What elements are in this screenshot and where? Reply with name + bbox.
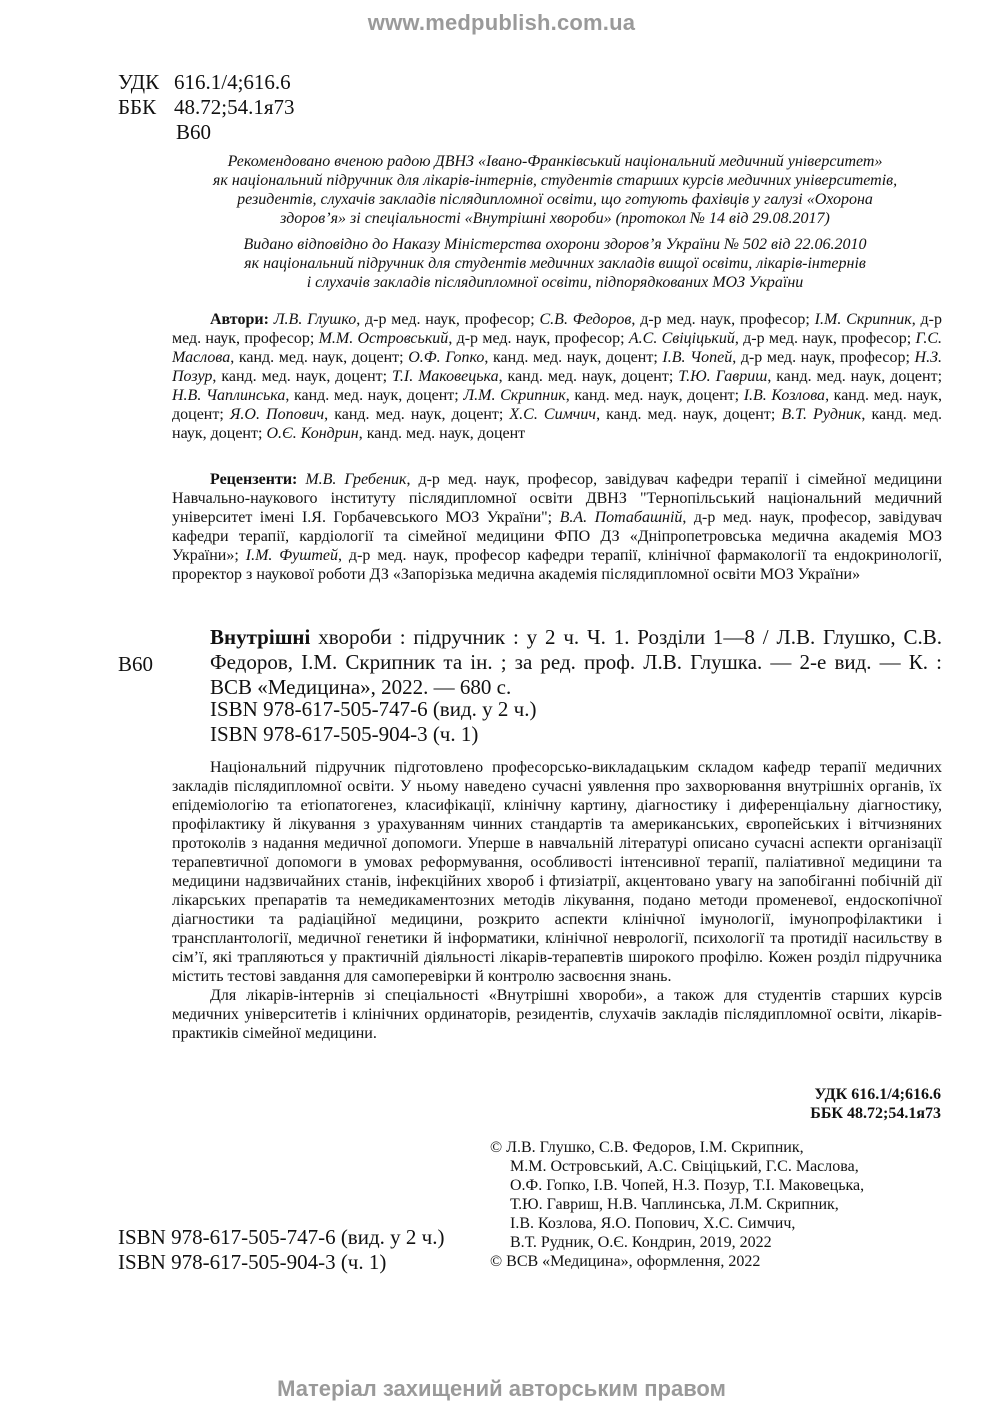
reviewers-block	[172, 470, 942, 584]
recommendation-line: Рекомендовано вченою радою ДВНЗ «Івано-Франківський національний медичний університет»	[227, 153, 883, 170]
recommendation-line: як національний підручник для лікарів-інтернів, студентів старших курсів медичних університетів,	[212, 172, 898, 189]
bbk-label: ББК	[118, 95, 157, 119]
approval-line: як національний підручник для студентів медичних закладів вищої освіти, лікарів-інтернів	[244, 255, 866, 272]
authors-block	[172, 310, 942, 443]
isbn-bottom-2: ISBN 978-617-505-904-3 (ч. 1)	[118, 1250, 387, 1274]
author-title: , канд. мед. наук, доцент;	[285, 387, 464, 404]
catalog-title-bold: Внутрішні	[210, 625, 311, 649]
author-name: Л.М. Скрипник	[463, 387, 566, 404]
classification-block	[118, 70, 295, 145]
recommendation-line: здоров’я» зі спеціальності «Внутрішні хвороби» (протокол № 14 від 29.08.2017)	[280, 210, 830, 227]
copyright-block	[490, 1138, 945, 1271]
author-title: , канд. мед. наук, доцент;	[767, 368, 943, 385]
reviewers-label: Рецензенти:	[210, 471, 298, 488]
author-name: С.В. Федоров	[539, 311, 632, 328]
reviewer-name: В.А. Потабашній	[559, 509, 683, 526]
copyright-line: О.Ф. Гопко, І.В. Чопей, Н.З. Позур, Т.І. Маковецька,	[510, 1177, 865, 1194]
author-name: Я.О. Попович	[229, 406, 325, 423]
author-title: , канд. мед. наук, доцент;	[596, 406, 782, 423]
authors-label: Автори:	[210, 311, 269, 328]
author-name: А.С. Свіціцький	[628, 330, 735, 347]
author-title: , д-р мед. наук, професор;	[356, 311, 540, 328]
catalog-isbn	[210, 697, 536, 747]
copyright-line: М.М. Островський, А.С. Свіціцький, Г.С. Маслова,	[510, 1158, 859, 1175]
approval-line: і слухачів закладів післядипломної освіти, підпорядкованих МОЗ України	[306, 274, 804, 291]
audience-paragraph: Для лікарів-інтернів зі спеціальності «Внутрішні хвороби», а також для студентів старших курсів медичних університетів і клінічних ординаторів, резидентів, слухачів закладів післядипломної освіти, лікарів-практиків сімейної медицини.	[172, 987, 942, 1042]
author-title: , канд. мед. наук, доцент;	[565, 387, 744, 404]
author-name: В.Т. Рудник	[781, 406, 862, 423]
bbk-value: 48.72;54.1я73	[174, 95, 295, 119]
reviewer-name: І.М. Фуштей	[245, 547, 339, 564]
author-name: І.В. Козлова	[743, 387, 826, 404]
recommendation-line: резидентів, слухачів закладів післядипломної освіти, що готують фахівців у галузі «Охорона	[237, 191, 873, 208]
author-title: , д-р мед. наук, професор;	[172, 311, 942, 347]
author-title: , канд. мед. наук, доцент;	[324, 406, 510, 423]
author-title: , канд. мед. наук, доцент;	[212, 368, 393, 385]
copyright-line: © Л.В. Глушко, С.В. Федоров, І.М. Скрипник,	[490, 1139, 804, 1156]
copyright-publisher: © ВСВ «Медицина», оформлення, 2022	[490, 1253, 761, 1270]
author-title: , д-р мед. наук, професор;	[631, 311, 815, 328]
reviewer-description: , д-р мед. наук, професор кафедри терапії, клінічної фармакології та ендокринології, проректор з наукової роботи ДЗ «Запорізька медична академія післядипломної освіти МОЗ України»	[172, 547, 943, 583]
catalog-isbn-1: ISBN 978-617-505-747-6 (вид. у 2 ч.)	[210, 697, 537, 721]
udk-bbk-right	[810, 1085, 941, 1123]
watermark-url: www.medpublish.com.ua	[367, 10, 636, 35]
author-name: Н.В. Чаплинська	[172, 387, 286, 404]
author-name: Г.С. Маслова	[172, 330, 943, 366]
author-title: , канд. мед. наук, доцент;	[172, 387, 943, 423]
author-title: , канд. мед. наук, доцент	[358, 425, 526, 442]
reviewer-description: , д-р мед. наук, професор, завідувач кафедри терапії і сімейної медицини Навчально-наукового інституту післядипломної освіти ДВНЗ "Тернопільський національний медичний університет імені І.Я. Горбачевського МОЗ України";	[172, 471, 942, 526]
catalog-title-rest: хвороби : підручник : у 2 ч. Ч. 1. Розділи 1—8 / Л.В. Глушко, С.В. Федоров, І.М. Скрипник та ін. ; за ред. проф. Л.В. Глушка. — 2-е вид. — К. : ВСВ «Медицина», 2022. — 680 с.	[210, 625, 942, 699]
abstract-paragraph: Національний підручник підготовлено професорсько-викладацьким складом кафедр терапії медичних закладів післядипломної освіти. У ньому наведено сучасні уявлення про захворювання внутрішніх органів, їх епідеміологію та етіопатогенез, класифікації, клінічну картину, діагностику і диференціальну діагностику, профілактику й лікування з урахуванням чинних стандартів та американських, європейських і вітчизняних протоколів з надання медичної допомоги. Уперше в навчальній літературі описано сучасні аспекти організації терапевтичної допомоги в умовах реформування, особливості інтенсивної терапії, паліативної медицини та медицини надзвичайних станів, інфекційних хвороб і фтизіатрії, акцентовано увагу на запобіганні побічній дії лікарських препаратів та немедикаментозних методів лікування, подано методи променевої, ендоскопічної діагностики та радіаційної медицини, розкрито аспекти клінічної імунології, імунопрофілактики і трансплантології, медичної генетики й інформатики, клінічної неврології, психології та протидії насильству в сім’ї, які трапляються у практичній діяльності лікарів-терапевтів широкого профілю. Кожен розділ підручника містить тестові завдання для самоперевірки й контролю засвоєння знань.	[172, 759, 942, 985]
abstract-block	[172, 758, 942, 1043]
udk-value: 616.1/4;616.6	[174, 70, 291, 94]
author-name: О.Є. Кондрин	[266, 425, 359, 442]
author-name: О.Ф. Гопко	[408, 349, 485, 366]
copyright-line: В.Т. Рудник, О.Є. Кондрин, 2019, 2022	[510, 1234, 772, 1251]
author-title: , д-р мед. наук, професор;	[732, 349, 915, 366]
bbk-line	[118, 95, 295, 120]
bbk-right: ББК 48.72;54.1я73	[810, 1105, 941, 1122]
author-name: Н.З. Позур	[172, 349, 942, 385]
udk-label: УДК	[118, 70, 160, 94]
author-title: , канд. мед. наук, доцент;	[172, 406, 943, 442]
catalog-code: В60	[118, 652, 154, 676]
recommendation-block	[150, 152, 960, 292]
watermark-copyright: Матеріал захищений авторським правом	[277, 1376, 726, 1401]
udk-line	[118, 70, 295, 95]
author-code: В60	[176, 120, 212, 144]
author-title: , канд. мед. наук, доцент;	[498, 368, 679, 385]
author-name: М.М. Островський	[318, 330, 449, 347]
author-name: Х.С. Симчич	[509, 406, 597, 423]
reviewer-name: М.В. Гребеник	[305, 471, 407, 488]
author-title: , д-р мед. наук, професор;	[448, 330, 629, 347]
reviewer-description: , д-р мед. наук, професор, завідувач кафедри терапії, кардіології та сімейної медицини ФПО ДЗ «Дніпропетровська медична академія МОЗ України»;	[172, 509, 942, 564]
copyright-line: Т.Ю. Гавриш, Н.В. Чаплинська, Л.М. Скрипник,	[510, 1196, 839, 1213]
author-name: І.В. Чопей	[662, 349, 733, 366]
isbn-bottom-1: ISBN 978-617-505-747-6 (вид. у 2 ч.)	[118, 1225, 445, 1249]
copyright-line: І.В. Козлова, Я.О. Попович, Х.С. Симчич,	[510, 1215, 796, 1232]
author-title: , канд. мед. наук, доцент;	[484, 349, 663, 366]
catalog-isbn-2: ISBN 978-617-505-904-3 (ч. 1)	[210, 722, 479, 746]
isbn-bottom	[118, 1225, 444, 1275]
catalog-entry	[210, 625, 942, 700]
approval-line: Видано відповідно до Наказу Міністерства охорони здоров’я України № 502 від 22.06.2010	[243, 236, 867, 253]
author-name: Т.Ю. Гавриш	[678, 368, 768, 385]
author-name: І.М. Скрипник	[814, 311, 912, 328]
author-title: , д-р мед. наук, професор;	[734, 330, 916, 347]
author-name: Л.В. Глушко	[273, 311, 357, 328]
author-title: , канд. мед. наук, доцент;	[230, 349, 409, 366]
udk-right: УДК 616.1/4;616.6	[814, 1086, 941, 1103]
author-name: Т.І. Маковецька	[392, 368, 499, 385]
